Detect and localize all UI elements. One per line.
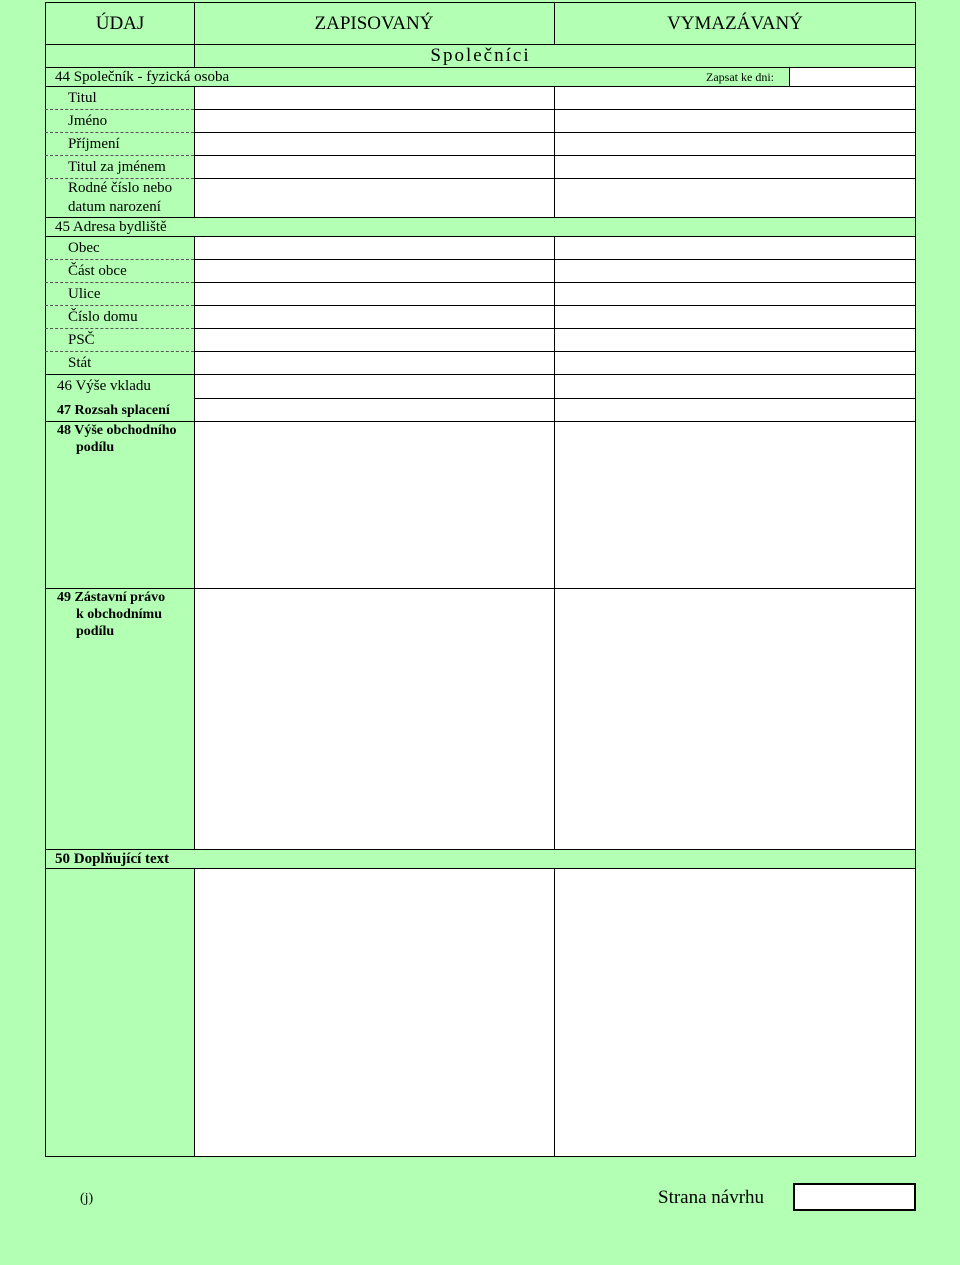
field-rodne-cislo-zapisovany[interactable]	[194, 178, 555, 218]
label-stat: Stát	[68, 355, 92, 371]
field-cislo-domu-vymazavany[interactable]	[554, 305, 916, 329]
field-stat-zapisovany[interactable]	[194, 351, 555, 375]
label-50-doplnujici-text: 50 Doplňující text	[55, 851, 170, 867]
field-ulice-zapisovany[interactable]	[194, 282, 555, 306]
zapsat-ke-dni-field[interactable]	[789, 67, 916, 87]
section-title: Společníci	[430, 45, 531, 66]
field-psc-zapisovany[interactable]	[194, 328, 555, 352]
field-prijmeni-vymazavany[interactable]	[554, 132, 916, 156]
field-cast-obce-vymazavany[interactable]	[554, 259, 916, 283]
field-doplnujici-text-vymazavany[interactable]	[554, 868, 916, 1157]
zapsat-ke-dni-label: Zapsat ke dni:	[706, 70, 774, 84]
field-rozsah-splaceni-vymazavany[interactable]	[554, 398, 916, 422]
field-jmeno-zapisovany[interactable]	[194, 109, 555, 133]
label-48-vyse-podilu-1: 48 Výše obchodního	[57, 423, 177, 438]
field-cislo-domu-zapisovany[interactable]	[194, 305, 555, 329]
label-cislo-domu: Číslo domu	[45, 307, 194, 329]
field-vyse-vkladu-zapisovany[interactable]	[194, 374, 555, 399]
label-44-spolecnik: 44 Společník - fyzická osoba	[55, 69, 230, 85]
field-rozsah-splaceni-zapisovany[interactable]	[194, 398, 555, 422]
field-rodne-cislo-vymazavany[interactable]	[554, 178, 916, 218]
label-rodne-cislo-1: Rodné číslo nebo	[68, 180, 173, 196]
field-obec-vymazavany[interactable]	[554, 236, 916, 260]
label-titul-za-jmenem: Titul za jménem	[45, 157, 194, 179]
field-titul-vymazavany[interactable]	[554, 86, 916, 110]
label-titul: Titul	[45, 88, 194, 110]
field-obec-zapisovany[interactable]	[194, 236, 555, 260]
label-45-adresa: 45 Adresa bydliště	[55, 219, 167, 235]
field-psc-vymazavany[interactable]	[554, 328, 916, 352]
label-jmeno: Jméno	[45, 111, 194, 133]
field-jmeno-vymazavany[interactable]	[554, 109, 916, 133]
label-49-zastavni-pravo-3: podílu	[76, 624, 115, 639]
label-46-vyse-vkladu: 46 Výše vkladu	[57, 378, 151, 394]
field-vyse-podilu-zapisovany[interactable]	[194, 421, 555, 589]
field-zastavni-pravo-zapisovany[interactable]	[194, 588, 555, 850]
label-49-zastavni-pravo-2: k obchodnímu	[76, 607, 162, 622]
footer-mark: (j)	[80, 1191, 94, 1206]
label-obec: Obec	[45, 238, 194, 260]
label-48-vyse-podilu-2: podílu	[76, 440, 115, 455]
field-titul-za-zapisovany[interactable]	[194, 155, 555, 179]
field-titul-zapisovany[interactable]	[194, 86, 555, 110]
strana-navrhu-label: Strana návrhu	[658, 1187, 765, 1208]
header-zapisovany: ZAPISOVANÝ	[314, 13, 434, 34]
label-rodne-cislo-2: datum narození	[68, 199, 161, 215]
header-vymazavany: VYMAZÁVANÝ	[667, 13, 803, 34]
label-cast-obce: Část obce	[45, 261, 194, 283]
field-titul-za-vymazavany[interactable]	[554, 155, 916, 179]
header-udaj: ÚDAJ	[95, 13, 145, 34]
field-doplnujici-text-zapisovany[interactable]	[194, 868, 555, 1157]
field-zastavni-pravo-vymazavany[interactable]	[554, 588, 916, 850]
label-49-zastavni-pravo-1: 49 Zástavní právo	[57, 590, 166, 605]
strana-navrhu-field[interactable]	[793, 1183, 916, 1211]
label-psc: PSČ	[45, 330, 194, 352]
field-vyse-vkladu-vymazavany[interactable]	[554, 374, 916, 399]
label-prijmeni: Příjmení	[45, 134, 194, 156]
field-vyse-podilu-vymazavany[interactable]	[554, 421, 916, 589]
field-prijmeni-zapisovany[interactable]	[194, 132, 555, 156]
field-stat-vymazavany[interactable]	[554, 351, 916, 375]
label-47-rozsah-splaceni: 47 Rozsah splacení	[57, 403, 170, 418]
field-ulice-vymazavany[interactable]	[554, 282, 916, 306]
label-ulice: Ulice	[45, 284, 194, 306]
field-cast-obce-zapisovany[interactable]	[194, 259, 555, 283]
